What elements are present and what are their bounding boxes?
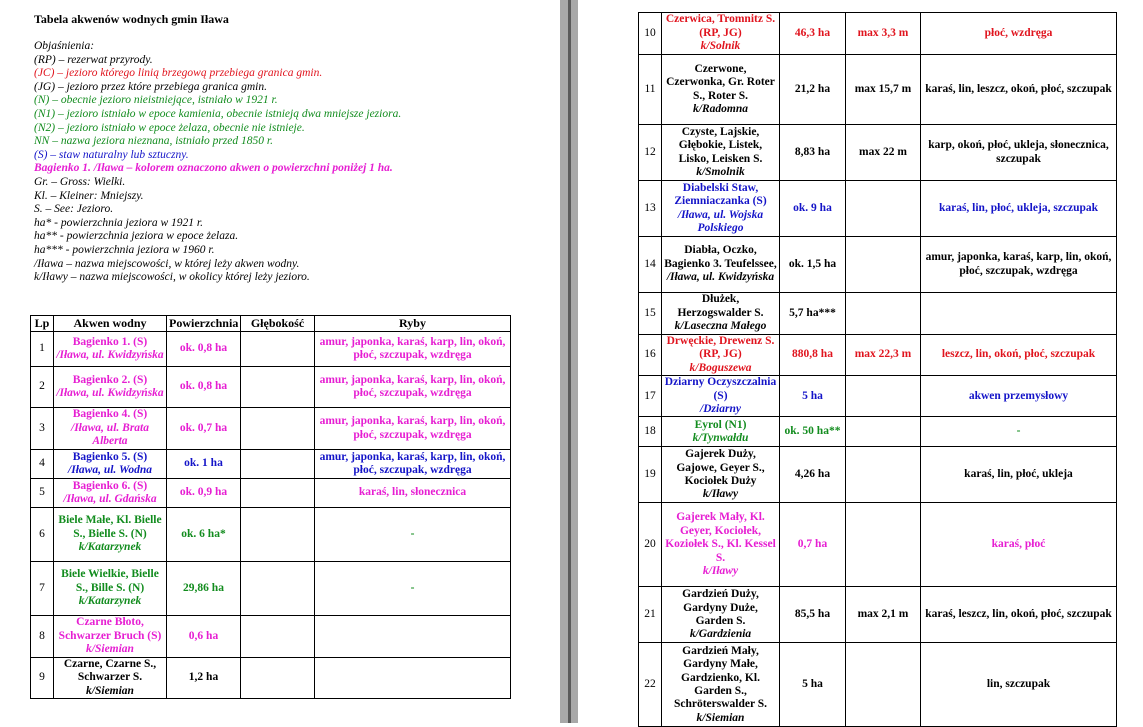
legend-line: ha* - powierzchnia jeziora w 1921 r.	[34, 216, 203, 229]
legend-line: (N1) – jezioro istniało w epoce kamienia, obecnie istnieją dwa mniejsze jeziora.	[34, 107, 402, 120]
lake-location: k/Siemian	[86, 643, 134, 656]
table-row	[31, 367, 511, 408]
cell-fish: amur, japonka, karaś, karp, lin, okoń, płoć, szczupak, wzdręga	[315, 408, 511, 450]
cell-lp: 6	[31, 508, 54, 562]
cell-area: ok. 0,8 ha	[167, 367, 241, 408]
table-header-row	[31, 316, 511, 332]
cell-lake-name	[54, 479, 167, 508]
cell-depth	[846, 237, 921, 293]
cell-fish: karaś, lin, płoć, ukleja, szczupak	[921, 181, 1117, 237]
legend-line: Kl. – Kleiner: Mniejszy.	[34, 189, 144, 202]
cell-lake-name	[54, 332, 167, 367]
cell-area: 5,7 ha***	[780, 293, 846, 335]
cell-fish: amur, japonka, karaś, karp, lin, okoń, płoć, szczupak, wzdręga	[921, 237, 1117, 293]
cell-lp: 20	[639, 503, 662, 587]
legend-line: (JG) – jezioro przez które przebiega granica gmin.	[34, 80, 267, 93]
lake-location: k/Siemian	[696, 711, 745, 724]
legend-line: (S) – staw naturalny lub sztuczny.	[34, 148, 189, 161]
lake-name: Czerwone, Czerwonka, Gr. Roter S., Roter S.	[666, 62, 775, 102]
lake-name: Biele Wielkie, Bielle S., Bille S. (N)	[61, 568, 159, 594]
legend-line: NN – nazwa jeziora nieznana, istniało przed 1850 r.	[34, 135, 273, 148]
cell-depth	[846, 417, 921, 447]
legend-line: Gr. – Gross: Wielki.	[34, 175, 126, 188]
lake-location: /Iława, ul. Wojska Polskiego	[677, 208, 764, 234]
cell-lake-name	[54, 616, 167, 658]
cell-depth	[241, 332, 315, 367]
cell-fish	[315, 616, 511, 658]
lake-location: k/Siemian	[86, 684, 134, 697]
cell-fish: karaś, leszcz, lin, okoń, płoć, szczupak	[921, 587, 1117, 643]
header-depth: Głębokość	[241, 316, 315, 332]
cell-depth	[846, 293, 921, 335]
lake-location: k/Solnik	[700, 40, 741, 53]
table-row	[31, 616, 511, 658]
cell-depth	[846, 181, 921, 237]
lake-name: Gardzień Duży, Gardyny Duże, Garden S.	[682, 588, 759, 627]
cell-lp: 5	[31, 479, 54, 508]
lake-name: Bagienko 6. (S)	[72, 479, 148, 492]
cell-depth: max 15,7 m	[846, 55, 921, 125]
lake-name: Bagienko 5. (S)	[72, 450, 148, 463]
table-row	[31, 479, 511, 508]
cell-fish: -	[315, 508, 511, 562]
cell-lake-name	[662, 376, 780, 417]
cell-lake-name	[54, 562, 167, 616]
cell-lp: 1	[31, 332, 54, 367]
table-row	[31, 450, 511, 479]
cell-fish: karaś, lin, płoć, ukleja	[921, 447, 1117, 503]
cell-area: 880,8 ha	[780, 335, 846, 376]
lake-location: k/Iławy	[702, 488, 739, 501]
cell-lp: 7	[31, 562, 54, 616]
cell-area: 8,83 ha	[780, 125, 846, 181]
cell-lp: 21	[639, 587, 662, 643]
document-title: Tabela akwenów wodnych gmin Iława	[34, 12, 229, 26]
cell-fish: amur, japonka, karaś, karp, lin, okoń, płoć, szczupak, wzdręga	[315, 367, 511, 408]
table-row	[639, 181, 1117, 237]
lake-location: /Iława, ul. Kwidzyńska	[56, 349, 164, 361]
lake-location: /Iława, ul. Gdańska	[63, 493, 157, 505]
cell-depth	[241, 616, 315, 658]
cell-area: ok. 1 ha	[167, 450, 241, 479]
cell-lake-name	[662, 293, 780, 335]
cell-depth: max 22 m	[846, 125, 921, 181]
lake-name: Bagienko 1. (S)	[72, 335, 148, 348]
cell-depth	[241, 479, 315, 508]
cell-area: 1,2 ha	[167, 658, 241, 699]
table-row	[639, 55, 1117, 125]
lake-location: k/Radomna	[693, 102, 748, 115]
legend-line: Objaśnienia:	[34, 40, 95, 52]
cell-lp: 12	[639, 125, 662, 181]
cell-lake-name	[662, 587, 780, 643]
table-row	[639, 447, 1117, 503]
table-row	[31, 408, 511, 450]
table-row	[31, 332, 511, 367]
cell-lake-name	[662, 447, 780, 503]
cell-depth	[846, 376, 921, 417]
table-row	[639, 237, 1117, 293]
cell-depth: max 22,3 m	[846, 335, 921, 376]
lake-location: k/Gardzienia	[689, 628, 752, 641]
cell-fish: -	[315, 562, 511, 616]
cell-area: ok. 9 ha	[780, 181, 846, 237]
cell-fish: karp, okoń, płoć, ukleja, słonecznica, szczupak	[921, 125, 1117, 181]
cell-area: ok. 6 ha*	[167, 508, 241, 562]
legend-line: k/Iławy – nazwa miejscowości, w okolicy której leży jezioro.	[34, 271, 310, 284]
cell-lp: 4	[31, 450, 54, 479]
cell-lp: 11	[639, 55, 662, 125]
legend-line: (N) – obecnie jezioro nieistniejące, istniało w 1921 r.	[34, 94, 278, 107]
lake-name: Gajerek Mały, Kl. Geyer, Kociołek, Koziołek S., Kl. Kessel S.	[665, 511, 776, 564]
cell-area: ok. 50 ha**	[780, 417, 846, 447]
lake-location: /Iława, ul. Wodna	[68, 464, 152, 476]
cell-area: 21,2 ha	[780, 55, 846, 125]
lake-location: k/Smolnik	[696, 165, 745, 178]
lake-name: Dłużek, Herzogswalder S.	[677, 293, 764, 319]
lake-location: k/Katarzynek	[78, 541, 142, 554]
document-page-left	[0, 0, 560, 723]
lake-name: Bagienko 4. (S)	[72, 408, 148, 421]
cell-depth	[846, 447, 921, 503]
cell-depth: max 2,1 m	[846, 587, 921, 643]
cell-area: ok. 0,7 ha	[167, 408, 241, 450]
cell-lake-name	[662, 335, 780, 376]
cell-area: ok. 1,5 ha	[780, 237, 846, 293]
cell-depth	[241, 658, 315, 699]
header-fish: Ryby	[315, 316, 511, 332]
table-row	[639, 643, 1117, 727]
cell-lp: 17	[639, 376, 662, 417]
legend	[34, 40, 401, 285]
cell-lake-name	[662, 237, 780, 293]
lake-location: /Iława, ul. Kwidzyńska	[666, 271, 775, 284]
table-row	[639, 293, 1117, 335]
cell-lake-name	[662, 13, 780, 55]
cell-fish: karaś, lin, leszcz, okoń, płoć, szczupak	[921, 55, 1117, 125]
cell-depth	[241, 408, 315, 450]
cell-lp: 19	[639, 447, 662, 503]
cell-area: ok. 0,9 ha	[167, 479, 241, 508]
cell-area: 0,6 ha	[167, 616, 241, 658]
table-row	[639, 125, 1117, 181]
cell-lp: 9	[31, 658, 54, 699]
lake-name: Diabła, Oczko, Bagienko 3. Teufelssee,	[664, 244, 777, 270]
lake-location: k/Tynwałdu	[692, 431, 749, 444]
lake-location: /Dziarny	[700, 403, 741, 416]
lake-location: k/Laseczna Małego	[674, 320, 767, 333]
lake-name: Eyrol (N1)	[694, 418, 747, 431]
table-row	[31, 562, 511, 616]
lake-name: Dziarny Oczyszczalnia (S)	[664, 376, 777, 402]
cell-lp: 2	[31, 367, 54, 408]
cell-depth: max 3,3 m	[846, 13, 921, 55]
lake-location: k/Iławy	[702, 565, 739, 578]
cell-lp: 16	[639, 335, 662, 376]
legend-line: Bagienko 1. /Iława – kolorem oznaczono akwen o powierzchni poniżej 1 ha.	[34, 162, 393, 175]
cell-lp: 18	[639, 417, 662, 447]
legend-line: S. – See: Jezioro.	[34, 203, 114, 216]
cell-lp: 22	[639, 643, 662, 727]
cell-area: 29,86 ha	[167, 562, 241, 616]
lake-name: Czarne Błoto, Schwarzer Bruch (S)	[58, 616, 162, 642]
cell-lake-name	[54, 450, 167, 479]
lake-name: Gardzień Mały, Gardyny Małe, Gardzienko, Kl. Garden S., Schröterswalder S.	[673, 644, 768, 711]
cell-lp: 10	[639, 13, 662, 55]
cell-lake-name	[54, 367, 167, 408]
cell-lake-name	[662, 181, 780, 237]
lake-name: Czerwica, Tromnitz S. (RP, JG)	[665, 13, 776, 39]
cell-lake-name	[662, 417, 780, 447]
header-name: Akwen wodny	[54, 316, 167, 332]
cell-area: 85,5 ha	[780, 587, 846, 643]
cell-lp: 15	[639, 293, 662, 335]
table-row	[31, 658, 511, 699]
cell-depth	[241, 562, 315, 616]
cell-fish: akwen przemysłowy	[921, 376, 1117, 417]
cell-fish: karaś, płoć	[921, 503, 1117, 587]
cell-fish: amur, japonka, karaś, karp, lin, okoń, płoć, szczupak, wzdręga	[315, 332, 511, 367]
lake-location: k/Katarzynek	[78, 595, 142, 608]
cell-fish: karaś, lin, słonecznica	[315, 479, 511, 508]
legend-line: (RP) – rezerwat przyrody.	[34, 53, 153, 66]
cell-area: 0,7 ha	[780, 503, 846, 587]
lake-location: /Iława, ul. Kwidzyńska	[56, 387, 164, 399]
cell-lp: 3	[31, 408, 54, 450]
cell-fish	[921, 293, 1117, 335]
cell-area: 4,26 ha	[780, 447, 846, 503]
cell-fish: lin, szczupak	[921, 643, 1117, 727]
lake-name: Drwęckie, Drewenz S. (RP, JG)	[666, 335, 775, 361]
lake-name: Gajerek Duży, Gajowe, Geyer S., Kociołek Duży	[676, 448, 765, 487]
legend-line: (JC) – jezioro którego linią brzegową przebiega granica gmin.	[34, 67, 323, 80]
legend-line: ha*** - powierzchnia jeziora w 1960 r.	[34, 243, 215, 256]
cell-lake-name	[662, 55, 780, 125]
cell-area: 5 ha	[780, 376, 846, 417]
cell-area: 5 ha	[780, 643, 846, 727]
table-row	[639, 376, 1117, 417]
table-row	[639, 503, 1117, 587]
cell-fish: leszcz, lin, okoń, płoć, szczupak	[921, 335, 1117, 376]
table-row	[639, 587, 1117, 643]
cell-depth	[846, 503, 921, 587]
cell-area: ok. 0,8 ha	[167, 332, 241, 367]
cell-lake-name	[662, 643, 780, 727]
header-area: Powierzchnia	[167, 316, 241, 332]
cell-fish: amur, japonka, karaś, karp, lin, okoń, płoć, szczupak, wzdręga	[315, 450, 511, 479]
cell-depth	[241, 367, 315, 408]
legend-line: ha** - powierzchnia jeziora w epoce żelaza.	[34, 230, 239, 243]
legend-line: /Iława – nazwa miejscowości, w której leży akwen wodny.	[34, 257, 300, 270]
lake-location: k/Boguszewa	[689, 361, 752, 374]
lake-name: Biele Małe, Kl. Bielle S., Bielle S. (N)	[58, 514, 162, 540]
table-row	[639, 13, 1117, 55]
legend-line: (N2) – jezioro istniało w epoce żelaza, obecnie nie istnieje.	[34, 121, 305, 134]
cell-fish: -	[921, 417, 1117, 447]
page-divider	[560, 0, 578, 723]
cell-area: 46,3 ha	[780, 13, 846, 55]
lakes-table-part-2	[638, 12, 1117, 727]
lake-name: Bagienko 2. (S)	[72, 373, 148, 386]
lake-name: Czyste, Lajskie, Głębokie, Listek, Lisko, Leisken S.	[678, 125, 763, 165]
cell-depth	[846, 643, 921, 727]
table-row	[639, 417, 1117, 447]
cell-lake-name	[662, 125, 780, 181]
cell-lake-name	[662, 503, 780, 587]
cell-fish	[315, 658, 511, 699]
cell-lake-name	[54, 658, 167, 699]
cell-lp: 14	[639, 237, 662, 293]
cell-lake-name	[54, 508, 167, 562]
cell-lp: 13	[639, 181, 662, 237]
table-row	[31, 508, 511, 562]
lake-location: /Iława, ul. Brata Alberta	[71, 421, 149, 448]
cell-depth	[241, 508, 315, 562]
header-lp: Lp	[31, 316, 54, 332]
table-row	[639, 335, 1117, 376]
cell-fish: płoć, wzdręga	[921, 13, 1117, 55]
cell-lake-name	[54, 408, 167, 450]
lakes-table-part-1	[30, 315, 511, 699]
lake-name: Diabelski Staw, Ziemniaczanka (S)	[674, 181, 767, 208]
cell-depth	[241, 450, 315, 479]
lake-name: Czarne, Czarne S., Schwarzer S.	[63, 658, 157, 684]
cell-lp: 8	[31, 616, 54, 658]
